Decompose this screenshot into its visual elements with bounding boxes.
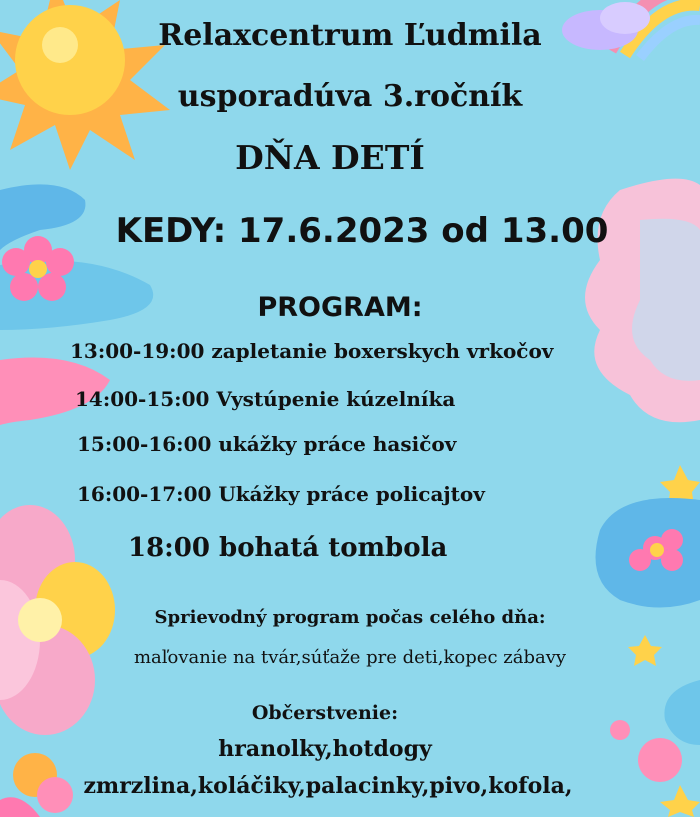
side-program-heading: Sprievodný program počas celého dňa: xyxy=(154,607,546,628)
page-title-line3: DŇA DETÍ xyxy=(235,138,425,177)
refreshments-line2: zmrzlina,koláčiky,palacinky,pivo,kofola, xyxy=(83,773,573,799)
event-date: KEDY: 17.6.2023 od 13.00 xyxy=(115,211,609,251)
page-title-line1: Relaxcentrum Ľudmila xyxy=(158,18,542,53)
program-item: 16:00-17:00 Ukážky práce policajtov xyxy=(77,482,485,506)
program-heading: PROGRAM: xyxy=(257,292,423,323)
right-blob-decoration xyxy=(596,498,700,608)
raffle-item: 18:00 bohatá tombola xyxy=(128,533,448,563)
refreshments-heading: Občerstvenie: xyxy=(251,702,399,724)
page-title-line2: usporadúva 3.ročník xyxy=(177,79,523,114)
program-item: 14:00-15:00 Vystúpenie kúzelníka xyxy=(75,387,456,411)
refreshments-line1: hranolky,hotdogy xyxy=(218,736,432,762)
program-item: 13:00-19:00 zapletanie boxerskych vrkočov xyxy=(70,339,554,363)
program-item: 15:00-16:00 ukážky práce hasičov xyxy=(77,432,457,456)
side-program-text: maľovanie na tvár,súťaže pre deti,kopec zábavy xyxy=(133,647,567,668)
